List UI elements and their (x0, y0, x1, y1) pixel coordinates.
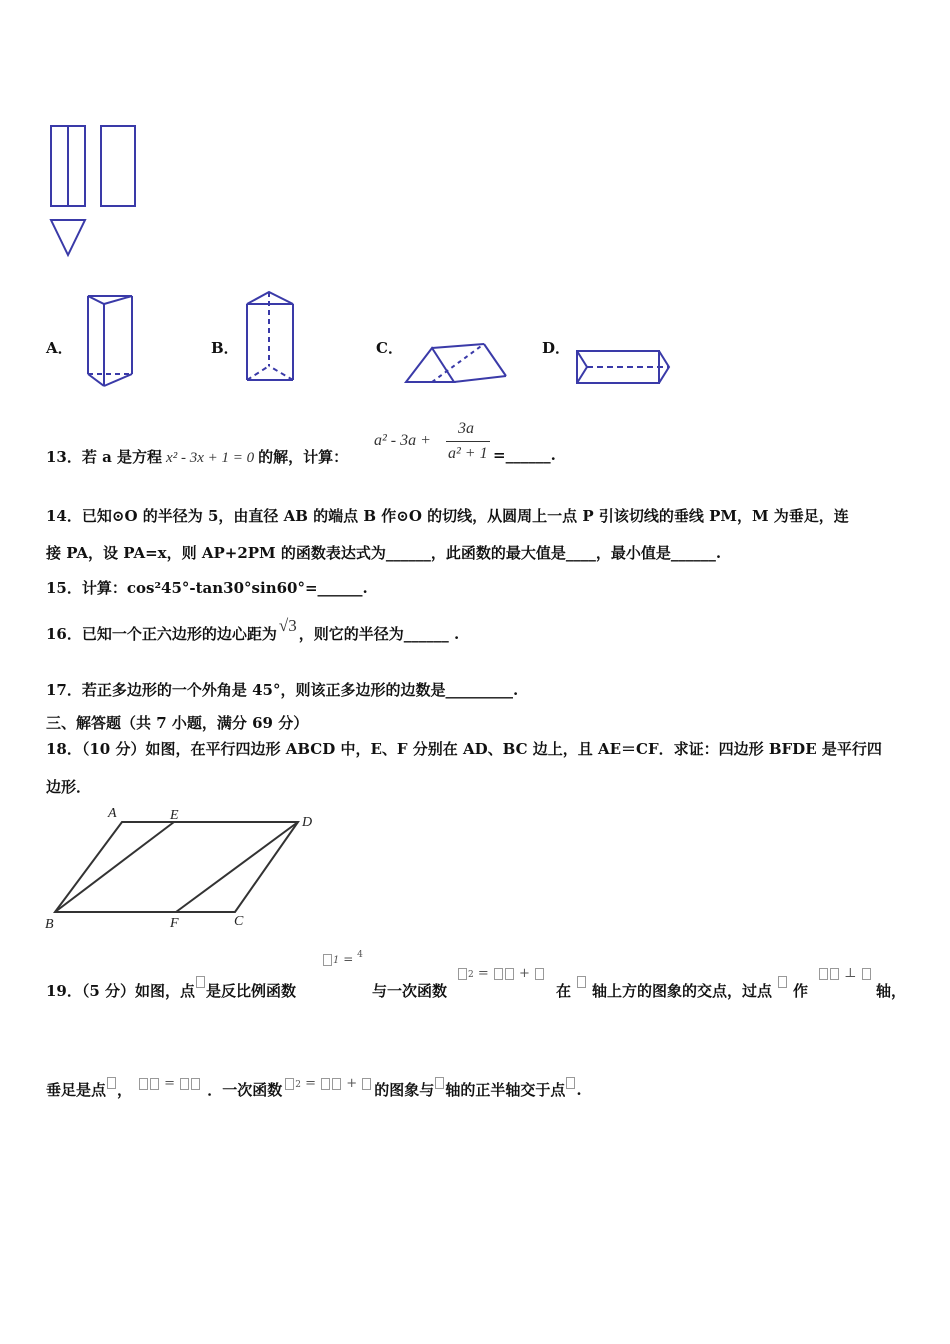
placeholder-glyph (191, 1078, 200, 1090)
q13-denominator: a² + 1 (448, 445, 488, 462)
placeholder-glyph (139, 1078, 148, 1090)
label-a: A (108, 806, 117, 821)
question-18-line-1: 18．（10 分）如图，在平行四边形 ABCD 中，E、F 分别在 AD、BC 边上，且 AE＝CF．求证：四边形 BFDE 是平行四 (46, 740, 882, 758)
placeholder-glyph (819, 968, 828, 980)
question-14-line-2: 接 PA，设 PA=x，则 AP+2PM 的函数表达式为______，此函数的最大值是____，最小值是______. (46, 544, 722, 562)
q13-expr-left: a² - 3a + (374, 432, 431, 449)
option-d-prism[interactable] (573, 345, 673, 389)
placeholder-glyph (196, 976, 205, 988)
q19-seg2: 是反比例函数 (206, 982, 297, 1000)
option-a-prism[interactable] (82, 292, 138, 390)
q16-suffix: ，则它的半径为______ . (298, 625, 460, 643)
question-18-line-2: 边形． (46, 778, 92, 796)
question-16 (46, 616, 460, 644)
label-f: F (170, 916, 179, 931)
question-19-line-1 (46, 980, 296, 1001)
placeholder-glyph (830, 968, 839, 980)
q19-l2-seg2: ， (117, 1081, 133, 1099)
question-19-line-1d: 轴， (876, 982, 907, 1000)
q19-l2-seg6: . (576, 1081, 582, 1099)
option-d-label[interactable]: D． (542, 339, 571, 357)
q13-numerator: 3a (458, 420, 474, 437)
question-19-line-1b (372, 980, 447, 1001)
placeholder-glyph (577, 976, 586, 988)
q19-seg5: 轴上方的图象的交点，过点 (592, 982, 773, 1000)
q13-prefix: 13．若 a 是方程 (46, 448, 163, 466)
q19-perp-formula: ⊥ (818, 966, 872, 981)
question-19-line-2: 垂足是点 ， = ．一次函数 2 = + 的图象与 轴的正半轴交于点 . (46, 1076, 582, 1099)
q19-y2-eq: = (477, 966, 493, 981)
q13-middle: 的解，计算： (258, 448, 349, 466)
placeholder-glyph (285, 1078, 294, 1090)
label-b: B (45, 917, 54, 932)
placeholder-glyph (323, 954, 332, 966)
placeholder-glyph (180, 1078, 189, 1090)
option-b-label[interactable]: B． (211, 339, 239, 357)
placeholder-glyph (362, 1078, 371, 1090)
q19-l2-seg3: ．一次函数 (207, 1081, 283, 1099)
q19-l2-seg4: 的图象与 (374, 1081, 435, 1099)
q13-fraction-bar (446, 441, 490, 442)
question-15: 15．计算：cos²45°-tan30°sin60°=______. (46, 579, 368, 597)
q16-radical: √3 (278, 616, 297, 635)
three-view-figure (44, 118, 144, 263)
q16-prefix: 16．已知一个正六边形的边心距为 (46, 625, 277, 643)
option-c-label[interactable]: C． (376, 339, 403, 357)
q19-l2-seg1: 垂足是点 (46, 1081, 107, 1099)
question-14-line-1: 14．已知⊙O 的半径为 5，由直径 AB 的端点 B 作⊙O 的切线，从圆周上一点 P 引该切线的垂线 PM，M 为垂足，连 (46, 507, 849, 525)
placeholder-glyph (321, 1078, 330, 1090)
placeholder-glyph (150, 1078, 159, 1090)
label-e: E (170, 808, 179, 823)
placeholder-glyph (535, 968, 544, 980)
q19-seg1: 19．（5 分）如图，点 (46, 982, 196, 1000)
option-a-label[interactable]: A． (46, 339, 73, 357)
placeholder-glyph (435, 1077, 444, 1089)
placeholder-glyph (458, 968, 467, 980)
question-17: 17．若正多边形的一个外角是 45°，则该正多边形的边数是_________. (46, 681, 519, 699)
q19-seg6: 作 (793, 982, 809, 1000)
q19-frac-top: 4 (357, 950, 363, 960)
label-d: D (302, 815, 313, 830)
q19-y2-formula: 2 = + (457, 966, 545, 981)
option-b-prism[interactable] (243, 288, 299, 384)
placeholder-glyph (862, 968, 871, 980)
placeholder-glyph (778, 976, 787, 988)
question-19-line-1c (556, 980, 808, 1001)
placeholder-glyph (494, 968, 503, 980)
q19-seg4: 在 (556, 982, 572, 1000)
q13-suffix: =______. (493, 446, 556, 464)
q19-y1-formula: 1 = $^4$ (322, 952, 363, 966)
question-13 (46, 446, 348, 467)
section-3-title: 三、解答题（共 7 小题，满分 69 分） (46, 714, 309, 732)
placeholder-glyph (107, 1077, 116, 1089)
label-c: C (234, 914, 244, 929)
parallelogram-figure (40, 800, 330, 935)
q19-seg3: 与一次函数 (372, 982, 448, 1000)
placeholder-glyph (566, 1077, 575, 1089)
q13-equation: x² - 3x + 1 = 0 (166, 450, 255, 466)
placeholder-glyph (505, 968, 514, 980)
placeholder-glyph (332, 1078, 341, 1090)
q19-l2-seg5: 轴的正半轴交于点 (445, 1081, 566, 1099)
option-c-prism[interactable] (402, 338, 512, 388)
